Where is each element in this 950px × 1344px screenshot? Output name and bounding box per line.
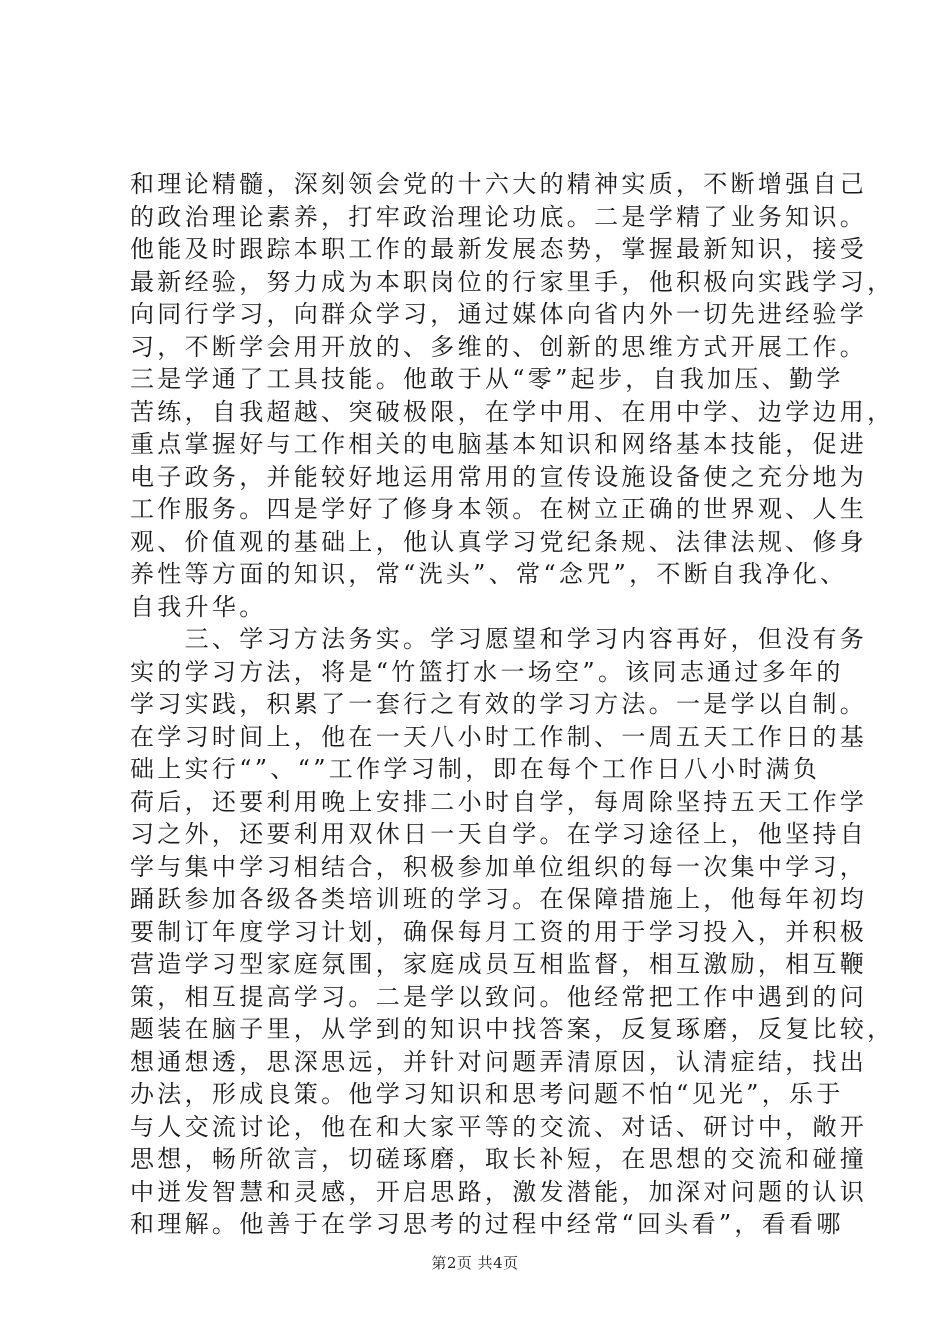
document-body xyxy=(130,168,895,1241)
text-line: 中迸发智慧和灵感，开启思路，激发潜能，加深对问题的认识 xyxy=(130,1177,868,1206)
text-line: 踊跃参加各级各类培训班的学习。在保障措施上，他每年初均 xyxy=(130,885,868,913)
text-line: 策，相互提高学习。二是学以致问。他经常把工作中遇到的问 xyxy=(130,982,868,1011)
text-line: 电子政务，并能较好地运用常用的宣传设施设备使之充分地为 xyxy=(130,462,868,491)
text-line: 习，不断学会用开放的、多维的、创新的思维方式开展工作。 xyxy=(130,332,868,361)
text-line: 想通想透，思深思远，并针对问题弄清原因，认清症结，找出 xyxy=(130,1047,868,1076)
text-line: 础上实行“”、“”工作学习制，即在每个工作日八小时满负 xyxy=(130,755,821,783)
text-line: 他能及时跟踪本职工作的最新发展态势，掌握最新知识，接受 xyxy=(130,235,868,263)
text-line: 观、价值观的基础上，他认真学习党纪条规、法律法规、修身 xyxy=(130,527,868,556)
text-line: 思想，畅所欲言，切磋琢磨，取长补短，在思想的交流和碰撞 xyxy=(130,1145,868,1173)
text-line: 荷后，还要利用晚上安排二小时自学，每周除坚持五天工作学 xyxy=(130,787,868,816)
text-line: 营造学习型家庭氛围，家庭成员互相监督，相互激励，相互鞭 xyxy=(130,950,868,978)
text-line: 苦练，自我超越、突破极限，在学中用、在用中学、边学边用， xyxy=(130,397,895,426)
text-line: 学与集中学习相结合，积极参加单位组织的每一次集中学习， xyxy=(130,852,868,881)
text-line: 题装在脑子里，从学到的知识中找答案，反复琢磨，反复比较， xyxy=(130,1015,895,1043)
text-line: 重点掌握好与工作相关的电脑基本知识和网络基本技能，促进 xyxy=(130,430,868,458)
text-line: 自我升华。 xyxy=(130,592,267,621)
text-line: 办法，形成良策。他学习知识和思考问题不怕“见光”，乐于 xyxy=(130,1080,844,1108)
text-line: 学习实践，积累了一套行之有效的学习方法。一是学以自制。 xyxy=(130,690,868,718)
text-line: 习之外，还要利用双休日一天自学。在学习途径上，他坚持自 xyxy=(130,820,868,848)
text-line: 最新经验，努力成为本职岗位的行家里手，他积极向实践学习， xyxy=(130,267,895,296)
text-line: 三是学通了工具技能。他敢于从“零”起步，自我加压、勤学 xyxy=(130,365,844,393)
text-line: 实的学习方法，将是“竹篮打水一场空”。该同志通过多年的 xyxy=(130,657,844,686)
text-line: 养性等方面的知识，常“洗头”、常“念咒”，不断自我净化、 xyxy=(130,560,848,588)
text-line: 要制订年度学习计划，确保每月工资的用于学习投入，并积极 xyxy=(130,917,868,946)
text-line: 的政治理论素养，打牢政治理论功底。二是学精了业务知识。 xyxy=(130,202,868,231)
text-line: 和理论精髓，深刻领会党的十六大的精神实质，不断增强自己 xyxy=(130,170,868,198)
text-line: 和理解。他善于在学习思考的过程中经常“回头看”，看看哪 xyxy=(130,1210,844,1238)
text-line: 向同行学习，向群众学习，通过媒体向省内外一切先进经验学 xyxy=(130,300,868,328)
page-footer: 第2页 共4页 xyxy=(431,1254,519,1272)
text-line: 工作服务。四是学好了修身本领。在树立正确的世界观、人生 xyxy=(130,495,868,523)
text-line: 与人交流讨论，他在和大家平等的交流、对话、研讨中，敞开 xyxy=(130,1112,868,1141)
text-line: 在学习时间上，他在一天八小时工作制、一周五天工作日的基 xyxy=(130,722,868,751)
text-line: 三、学习方法务实。学习愿望和学习内容再好，但没有务 xyxy=(130,625,868,653)
